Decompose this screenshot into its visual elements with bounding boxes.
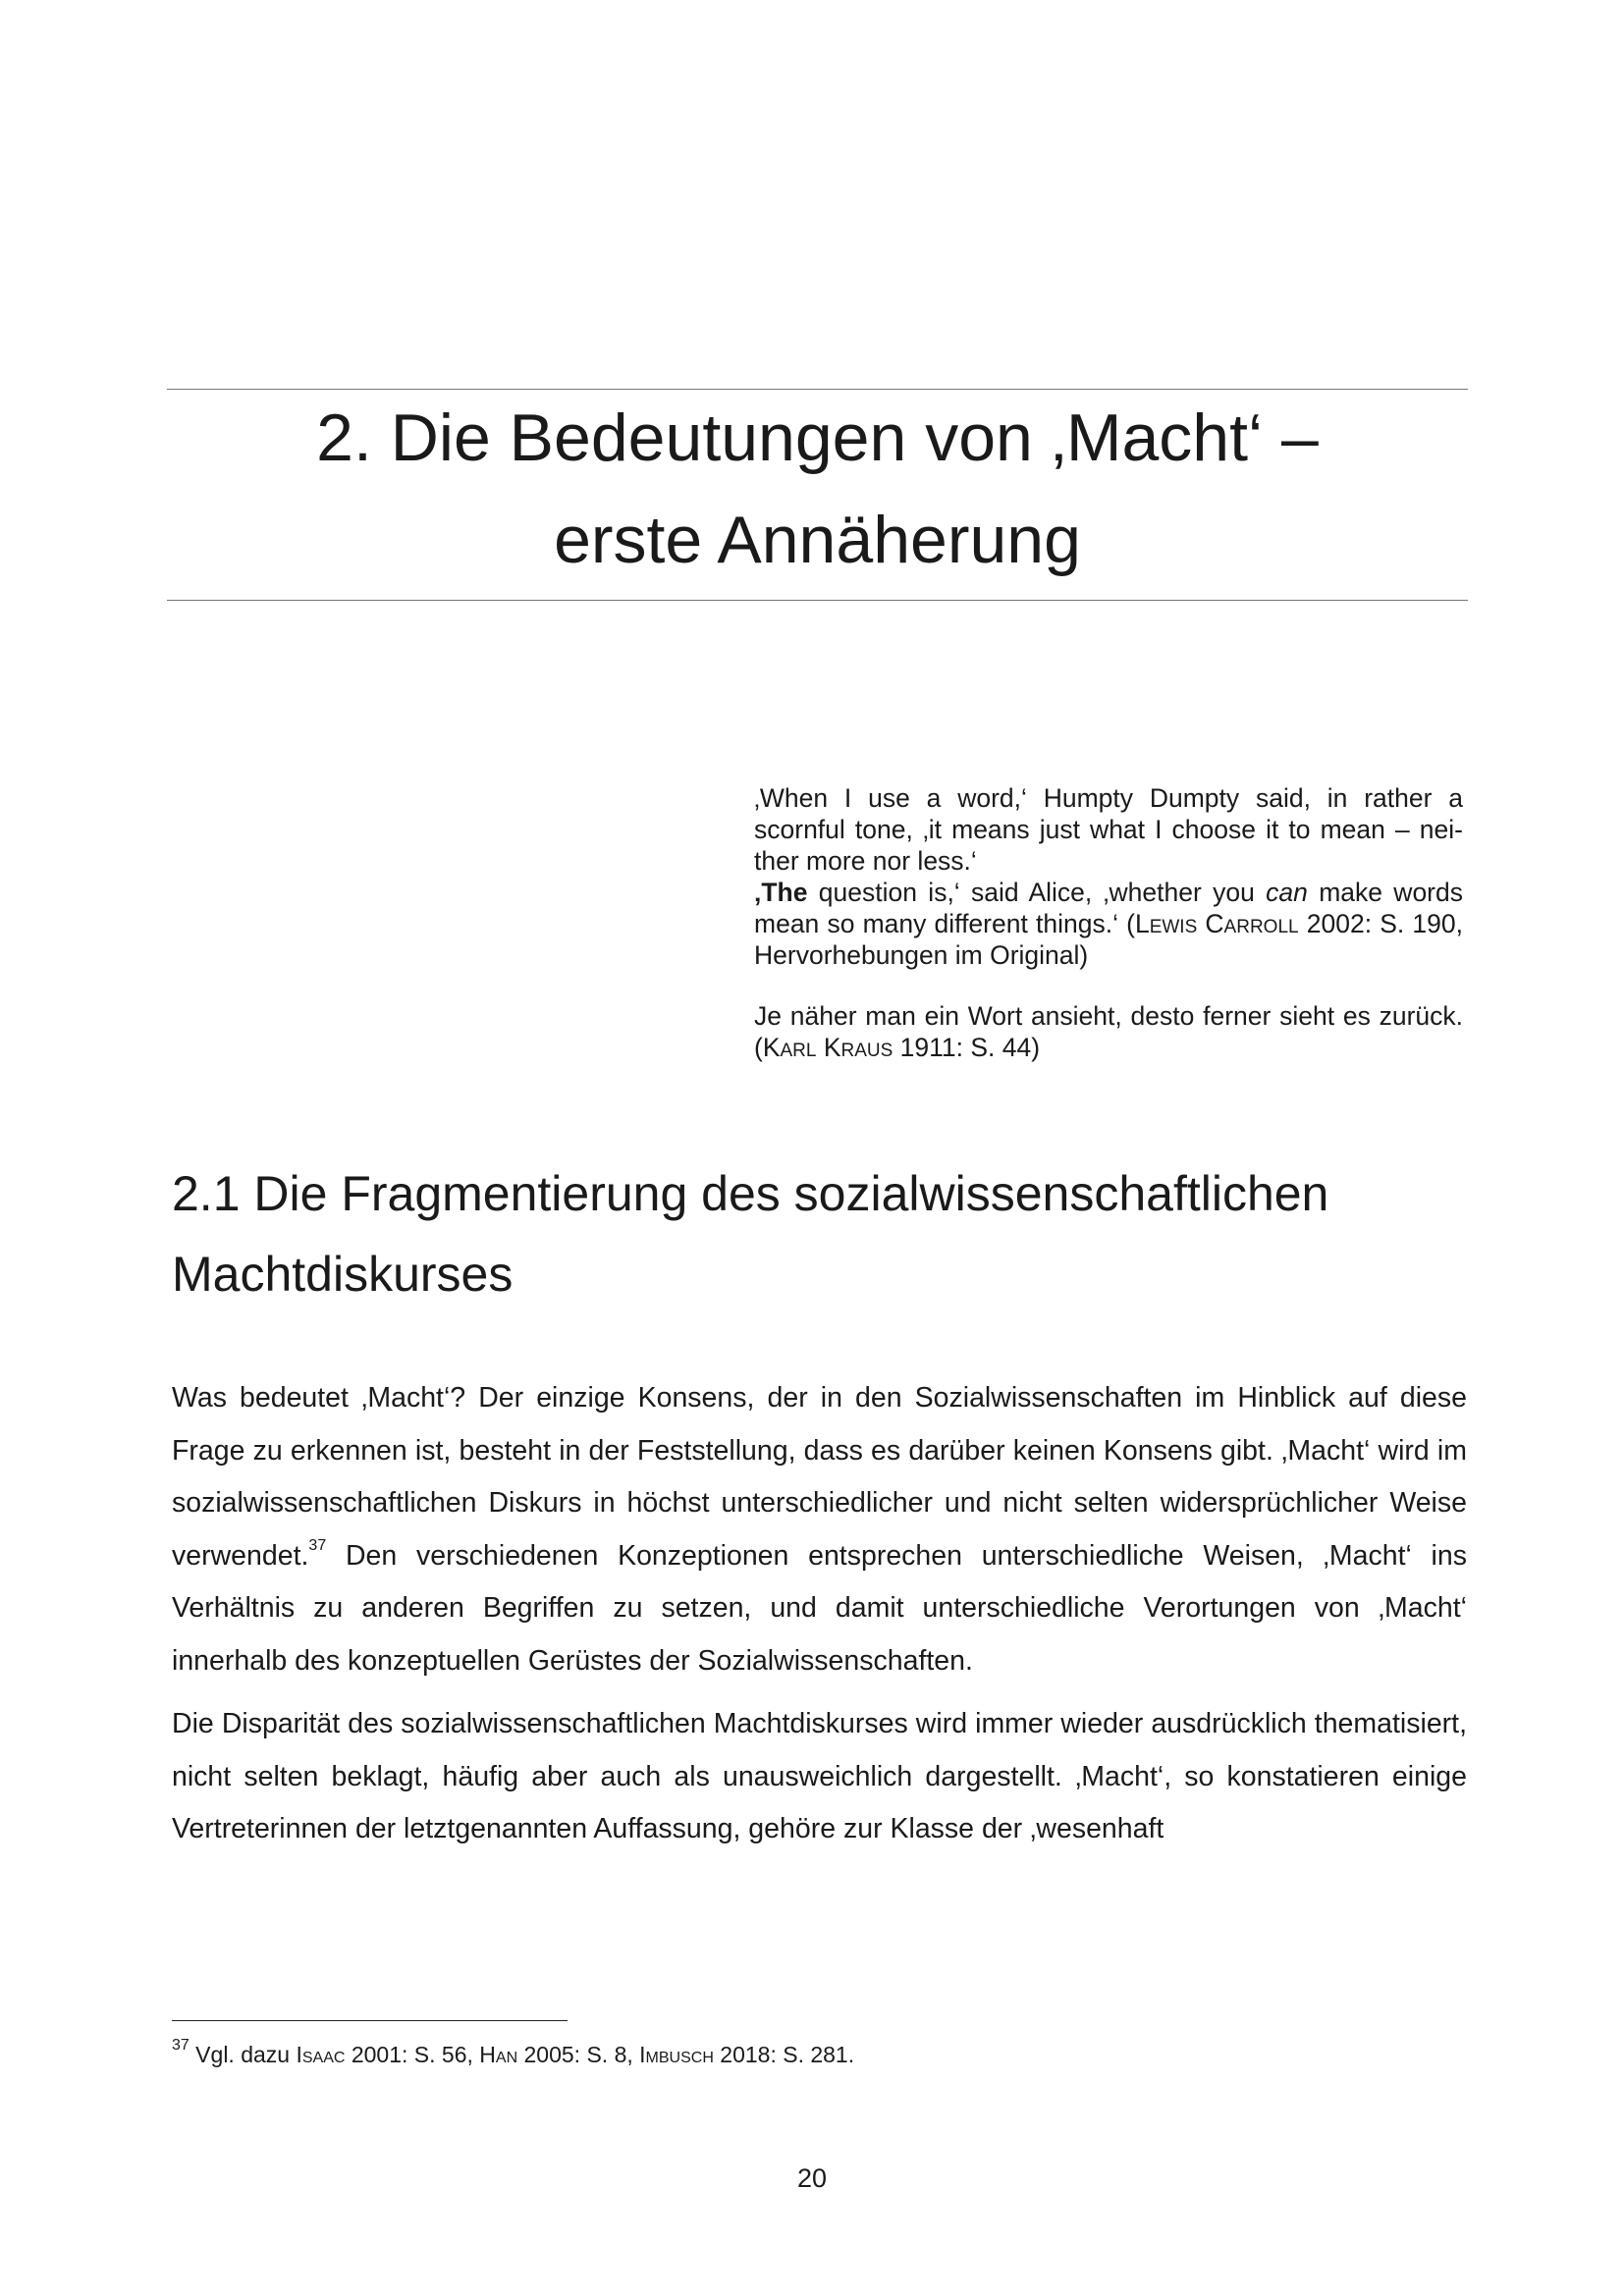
footnote-author-1: Isaac <box>296 2042 346 2067</box>
paragraph-2: Die Disparität des sozialwissenschaftlichen Machtdiskurses wird immer wieder ausdrücklich thematisiert, nicht selten beklagt, häufig aber auch als unausweichlich dargestellt. ‚Macht‘, so konstatieren einige Vertreterinnen der letztgenannten Auffassung, gehöre zur Klasse der ‚wesenhaft <box>172 1708 1467 1844</box>
quote-1-author: Lewis Carroll <box>1134 909 1299 938</box>
quote-1-italic: can <box>1266 878 1308 907</box>
paragraph-1-text-2: Den verschiedenen Konzeptionen entsprechen unterschiedliche Weisen, ‚Macht‘ ins Verhältnis zu anderen Begriffen zu setzen, und damit unterschiedliche Verortungen von ‚Macht‘ innerhalb des konzeptuellen Gerüstes der Sozialwissenschaften. <box>172 1539 1467 1677</box>
footnote-text-4: 2018: S. 281. <box>713 2042 855 2067</box>
epigraph-quote-1 <box>754 782 1463 971</box>
quote-1-text-3: make words mean so many different things.‘ ( <box>754 878 1463 938</box>
quote-2-source: 1911: S. 44) <box>893 1033 1041 1062</box>
chapter-title-line-1: 2. Die Bedeutungen von ‚Macht‘ – <box>316 400 1319 475</box>
quote-1-text: ‚When I use a word,‘ Humpty Dumpty said, in rather a scornful tone, ‚it means just what I choose it to mean – neither more nor less.‘ <box>754 783 1463 876</box>
chapter-title-line-2: erste Annäherung <box>554 503 1081 577</box>
chapter-bottom-rule <box>167 600 1468 601</box>
footnote-text-2: 2001: S. 56, <box>345 2042 480 2067</box>
footnote-text: Vgl. dazu <box>189 2042 297 2067</box>
footnote-author-2: Han <box>479 2042 518 2067</box>
footnote-author-3: Imbusch <box>639 2042 714 2067</box>
epigraph-quote-2 <box>754 1000 1463 1063</box>
quote-2-text: Je näher man ein Wort ansieht, desto ferner sieht es zurück. ( <box>754 1001 1463 1062</box>
epigraph <box>754 782 1463 1063</box>
quote-2-author: Karl Kraus <box>762 1033 893 1062</box>
paragraph-1-text: Was bedeutet ‚Macht‘? Der einzige Konsens, der in den Sozialwissenschaften im Hinblick auf diese Frage zu erkennen ist, besteht in der Feststellung, dass es darüber keinen Konsens gibt. ‚Macht‘ wird im sozialwissenschaftlichen Diskurs in höchst unterschiedlicher und nicht selten widersprüchlicher Weise verwendet. <box>172 1382 1467 1572</box>
page-number: 20 <box>796 2163 828 2193</box>
footnote-number: 37 <box>172 2037 189 2055</box>
quote-1-source: 2002: S. 190, Hervorhebungen im Original) <box>754 909 1463 970</box>
footnote-text-3: 2005: S. 8, <box>517 2042 640 2067</box>
section-title: 2.1 Die Fragmentierung des sozialwissenschaftlichen Machtdiskurses <box>172 1166 1329 1302</box>
footnote-separator <box>172 2020 568 2021</box>
footnote-reference[interactable]: 37 <box>308 1537 327 1554</box>
footnote <box>172 2037 1468 2069</box>
quote-1-bold: ‚The <box>754 878 808 907</box>
body-text <box>172 1372 1467 1856</box>
paragraph-1 <box>172 1372 1467 1687</box>
quote-1-text-2: question is,‘ said Alice, ‚whether you <box>807 878 1267 907</box>
